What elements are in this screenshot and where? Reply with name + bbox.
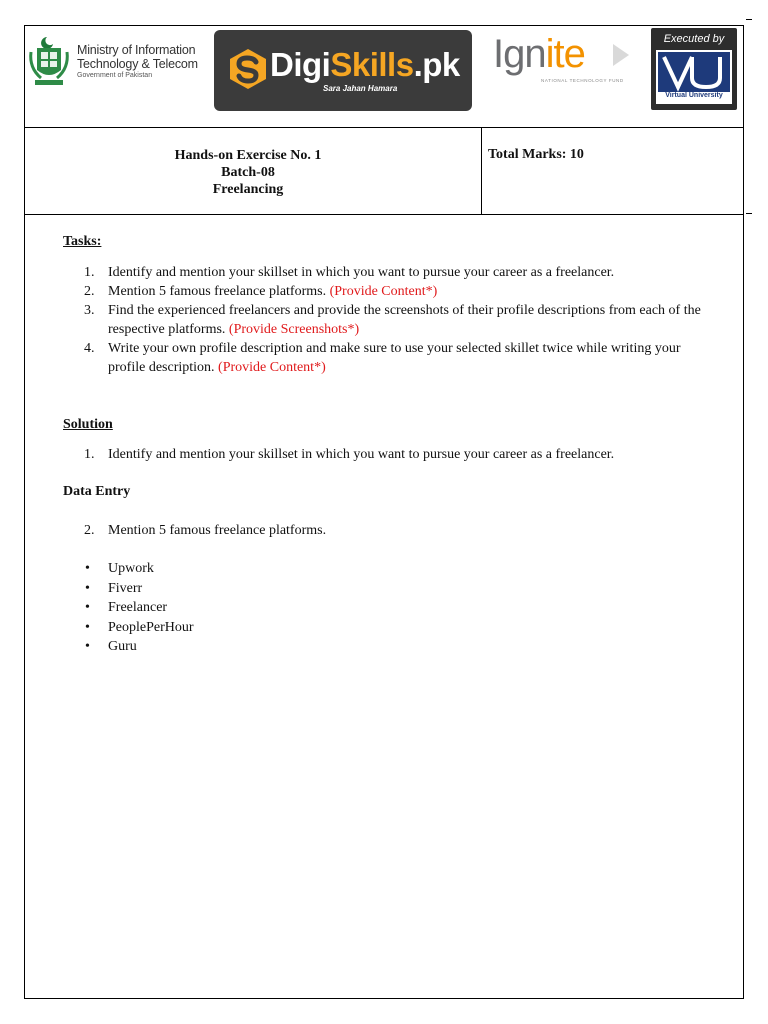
ministry-logo [25, 32, 210, 92]
task-note: (Provide Screenshots*) [228, 322, 360, 337]
task-number: 1. [84, 265, 95, 280]
vu-monogram-icon [658, 52, 730, 92]
ignite-wordmark [493, 32, 585, 76]
platform-name: PeoplePerHour [108, 619, 194, 635]
info-divider [481, 127, 482, 214]
digiskills-pk: .pk [413, 46, 460, 83]
task-text: Mention 5 famous freelance platforms. [108, 284, 327, 299]
platform-name: Upwork [108, 561, 154, 576]
platform-item [63, 618, 463, 638]
exercise-title: Hands-on Exercise No. 1 [174, 148, 322, 163]
vu-badge [656, 50, 732, 104]
bullet-icon: • [85, 639, 90, 655]
tasks-heading: Tasks: [63, 234, 102, 249]
task-number: 2. [84, 284, 95, 299]
solution-text: Identify and mention your skillset in which you want to pursue your career as a freelancer. [108, 447, 615, 462]
solution-list-1 [63, 445, 713, 464]
edge-mark-mid [746, 213, 752, 214]
exercise-info-row [25, 127, 743, 215]
task-number: 3. [84, 303, 95, 318]
task-text: Identify and mention your skillset in which you want to pursue your career as a freelancer. [108, 265, 615, 280]
ministry-text [77, 43, 198, 81]
exercise-batch: Batch-08 [221, 165, 275, 180]
task-number: 4. [84, 341, 95, 356]
total-marks: Total Marks: 10 [488, 147, 584, 162]
digiskills-wordmark [270, 46, 460, 84]
ministry-name-line2: Technology & Telecom [77, 57, 198, 71]
exercise-subject: Freelancing [212, 182, 284, 197]
solution-heading: Solution [63, 417, 113, 432]
vu-logo [651, 28, 737, 110]
task-item [63, 339, 713, 377]
skill-heading: Data Entry [63, 484, 131, 499]
task-item [63, 282, 713, 301]
solution-text: Mention 5 famous freelance platforms. [108, 523, 327, 538]
digiskills-skills: Skills [330, 46, 414, 83]
task-note: (Provide Content*) [218, 360, 326, 375]
executed-by-label: Executed by [663, 33, 725, 45]
platform-item [63, 559, 463, 579]
solution-item [63, 445, 713, 464]
platform-name: Freelancer [108, 600, 168, 616]
task-text: Find the experienced freelancers and provide the screenshots of their profile descriptions from each of the respective platforms. [108, 303, 701, 337]
task-item [63, 301, 713, 339]
platform-item [63, 579, 463, 599]
tasks-list [63, 263, 713, 377]
task-text: Write your own profile description and make sure to use your selected skillet twice while writing your profile description. [108, 341, 681, 375]
edge-mark-top [746, 19, 752, 20]
digiskills-s-icon [228, 48, 268, 90]
document-page [24, 25, 744, 999]
task-note: (Provide Content*) [329, 284, 438, 299]
vu-name: Virtual University [665, 92, 723, 99]
government-emblem-icon [27, 34, 71, 90]
platform-item [63, 598, 463, 618]
ignite-subtitle: NATIONAL TECHNOLOGY FUND [541, 78, 624, 83]
bullet-icon: • [85, 619, 90, 635]
digiskills-logo [214, 30, 472, 111]
bullet-icon: • [85, 580, 90, 596]
solution-number: 1. [84, 447, 95, 462]
digiskills-tagline: Sara Jahan Hamara [323, 84, 398, 93]
task-item [63, 263, 713, 282]
solution-number: 2. [84, 523, 95, 538]
solution-item [63, 521, 713, 540]
platform-item [63, 637, 463, 657]
ignite-ign: Ign [493, 32, 546, 76]
ministry-government: Government of Pakistan [77, 72, 153, 79]
platform-name: Guru [108, 639, 137, 655]
bullet-icon: • [85, 600, 90, 616]
solution-list-2 [63, 521, 713, 540]
digiskills-digi: Digi [270, 46, 331, 83]
platforms-list [63, 559, 463, 657]
ministry-name-line1: Ministry of Information [77, 43, 196, 57]
ignite-logo [493, 32, 633, 90]
platform-name: Fiverr [108, 580, 143, 596]
logo-header [25, 26, 743, 128]
ignite-arrow-icon [611, 42, 631, 68]
exercise-title-block [25, 147, 471, 198]
bullet-icon: • [85, 561, 90, 576]
ignite-ite: ite [545, 32, 585, 76]
